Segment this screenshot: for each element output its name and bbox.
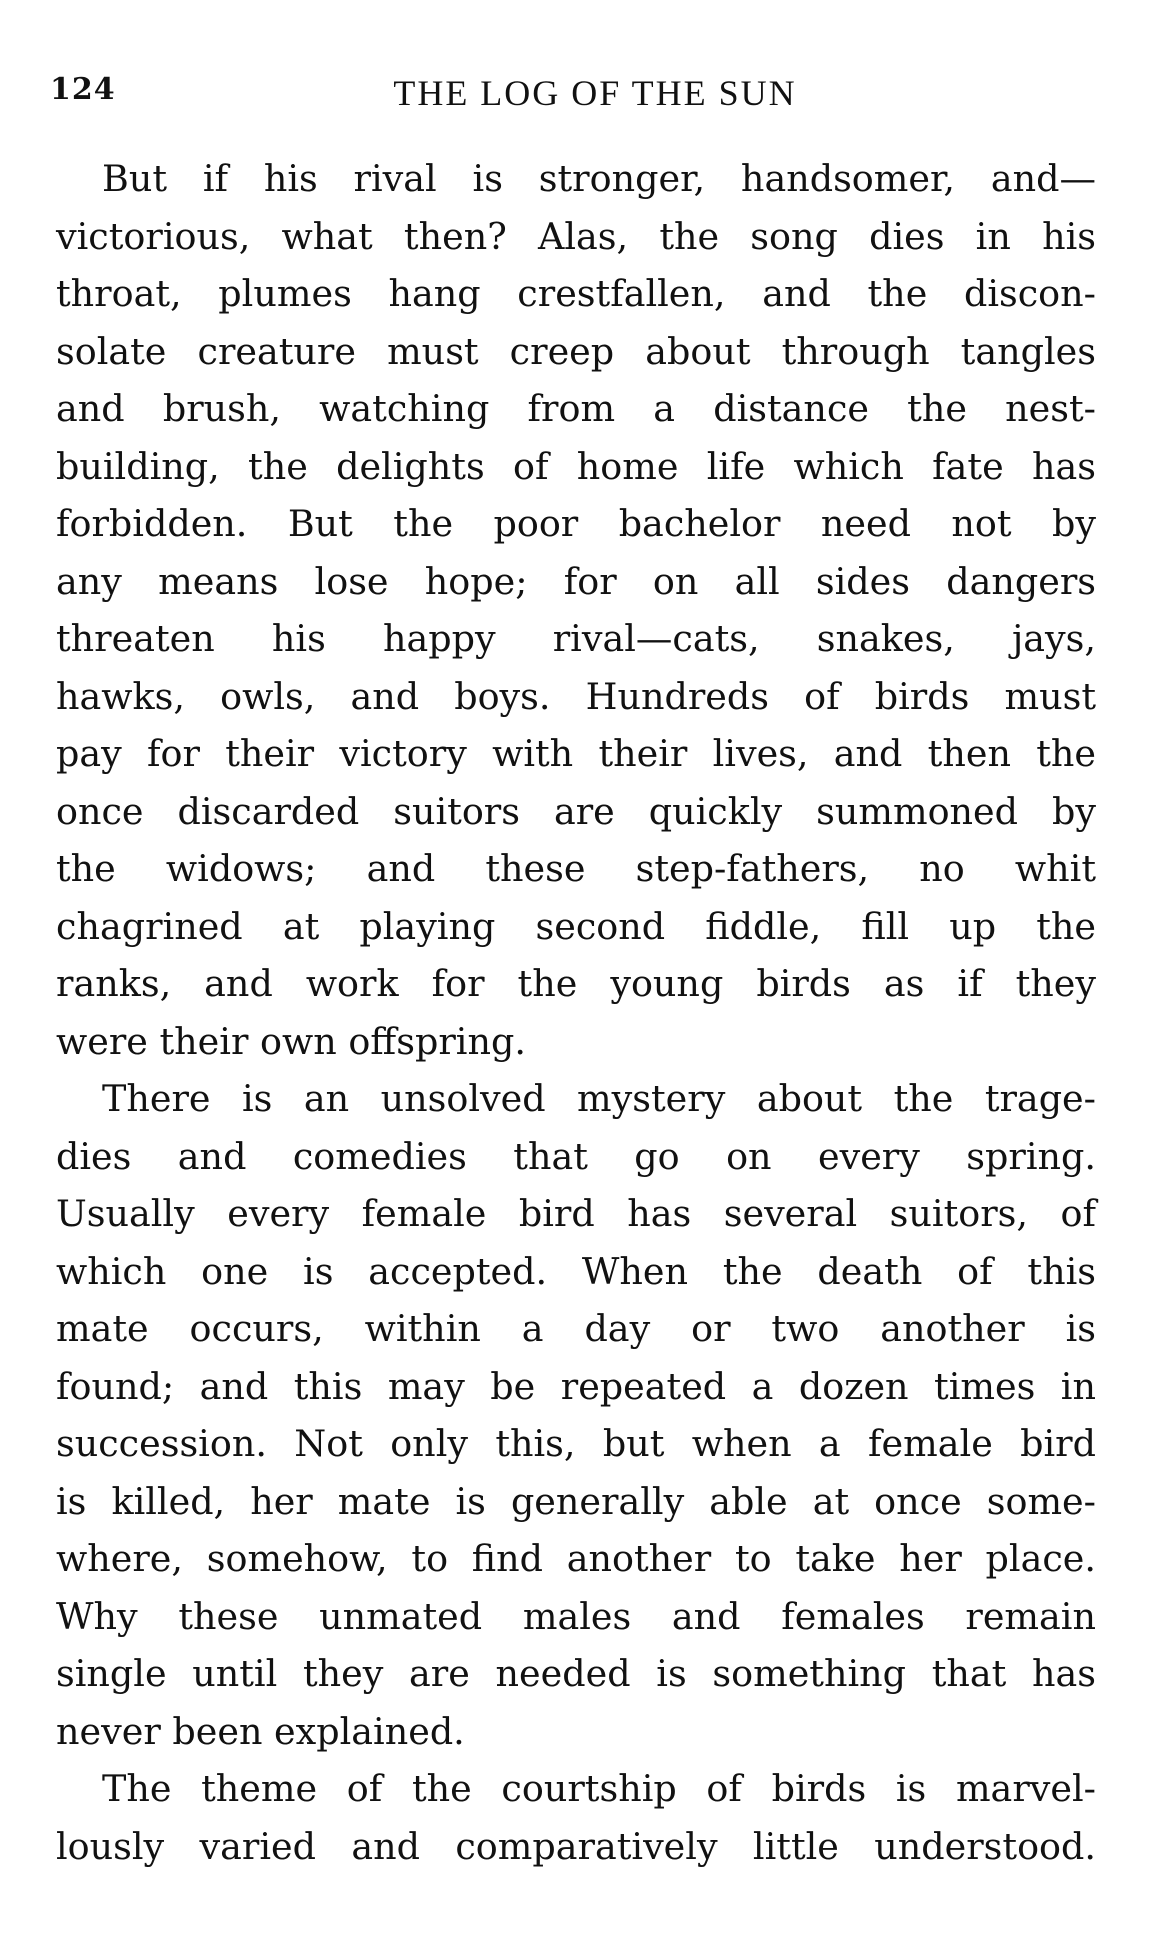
text-line: mate occurs, within a day or two another is xyxy=(56,1307,1096,1350)
text-line: Usually every female bird has several suitors, of xyxy=(56,1192,1096,1235)
text-line: found; and this may be repeated a dozen times in xyxy=(56,1364,1096,1408)
text-line: dies and comedies that go on every spring. xyxy=(56,1134,1096,1178)
text-line: never been explained. xyxy=(56,1709,465,1753)
text-line: which one is accepted. When the death of this xyxy=(56,1249,1096,1293)
text-line: throat, plumes hang crestfallen, and the discon- xyxy=(56,272,1096,315)
text-line: The theme of the courtship of birds is marvel- xyxy=(102,1767,1096,1810)
text-line: once discarded suitors are quickly summoned by xyxy=(56,789,1096,833)
text-line: Why these unmated males and females remain xyxy=(56,1594,1096,1638)
text-line: succession. Not only this, but when a female bird xyxy=(56,1422,1096,1465)
text-line: But if his rival is stronger, handsomer, and— xyxy=(102,157,1096,200)
text-line: is killed, her mate is generally able at once some- xyxy=(56,1479,1096,1523)
text-line: any means lose hope; for on all sides dangers xyxy=(56,559,1096,603)
page-number: 124 xyxy=(50,72,116,107)
paragraph-3 xyxy=(56,1760,1096,1875)
text-line: threaten his happy rival—cats, snakes, jays, xyxy=(56,617,1096,660)
text-line: solate creature must creep about through tangles xyxy=(56,329,1096,373)
text-line: chagrined at playing second fiddle, fill up the xyxy=(56,904,1096,948)
text-line: the widows; and these step-fathers, no whit xyxy=(56,847,1096,890)
text-line: ranks, and work for the young birds as if they xyxy=(56,962,1096,1005)
page-header xyxy=(50,72,1100,122)
text-line: There is an unsolved mystery about the trage- xyxy=(102,1077,1096,1120)
text-line: lously varied and comparatively little understood. xyxy=(56,1824,1096,1868)
text-line: pay for their victory with their lives, and then the xyxy=(56,732,1096,775)
text-line: where, somehow, to find another to take her place. xyxy=(56,1537,1096,1580)
text-line: single until they are needed is something that has xyxy=(56,1652,1096,1695)
text-line: building, the delights of home life which fate has xyxy=(56,444,1096,488)
text-line: victorious, what then? Alas, the song dies in his xyxy=(56,214,1096,258)
paragraph-1 xyxy=(56,150,1096,1070)
paragraph-2 xyxy=(56,1070,1096,1760)
body-text xyxy=(56,150,1096,1875)
text-line: hawks, owls, and boys. Hundreds of birds must xyxy=(56,674,1096,718)
text-line: forbidden. But the poor bachelor need not by xyxy=(56,502,1096,545)
running-head: THE LOG OF THE SUN xyxy=(393,73,797,113)
text-line: and brush, watching from a distance the nest- xyxy=(56,387,1096,430)
text-line: were their own offspring. xyxy=(56,1019,526,1063)
